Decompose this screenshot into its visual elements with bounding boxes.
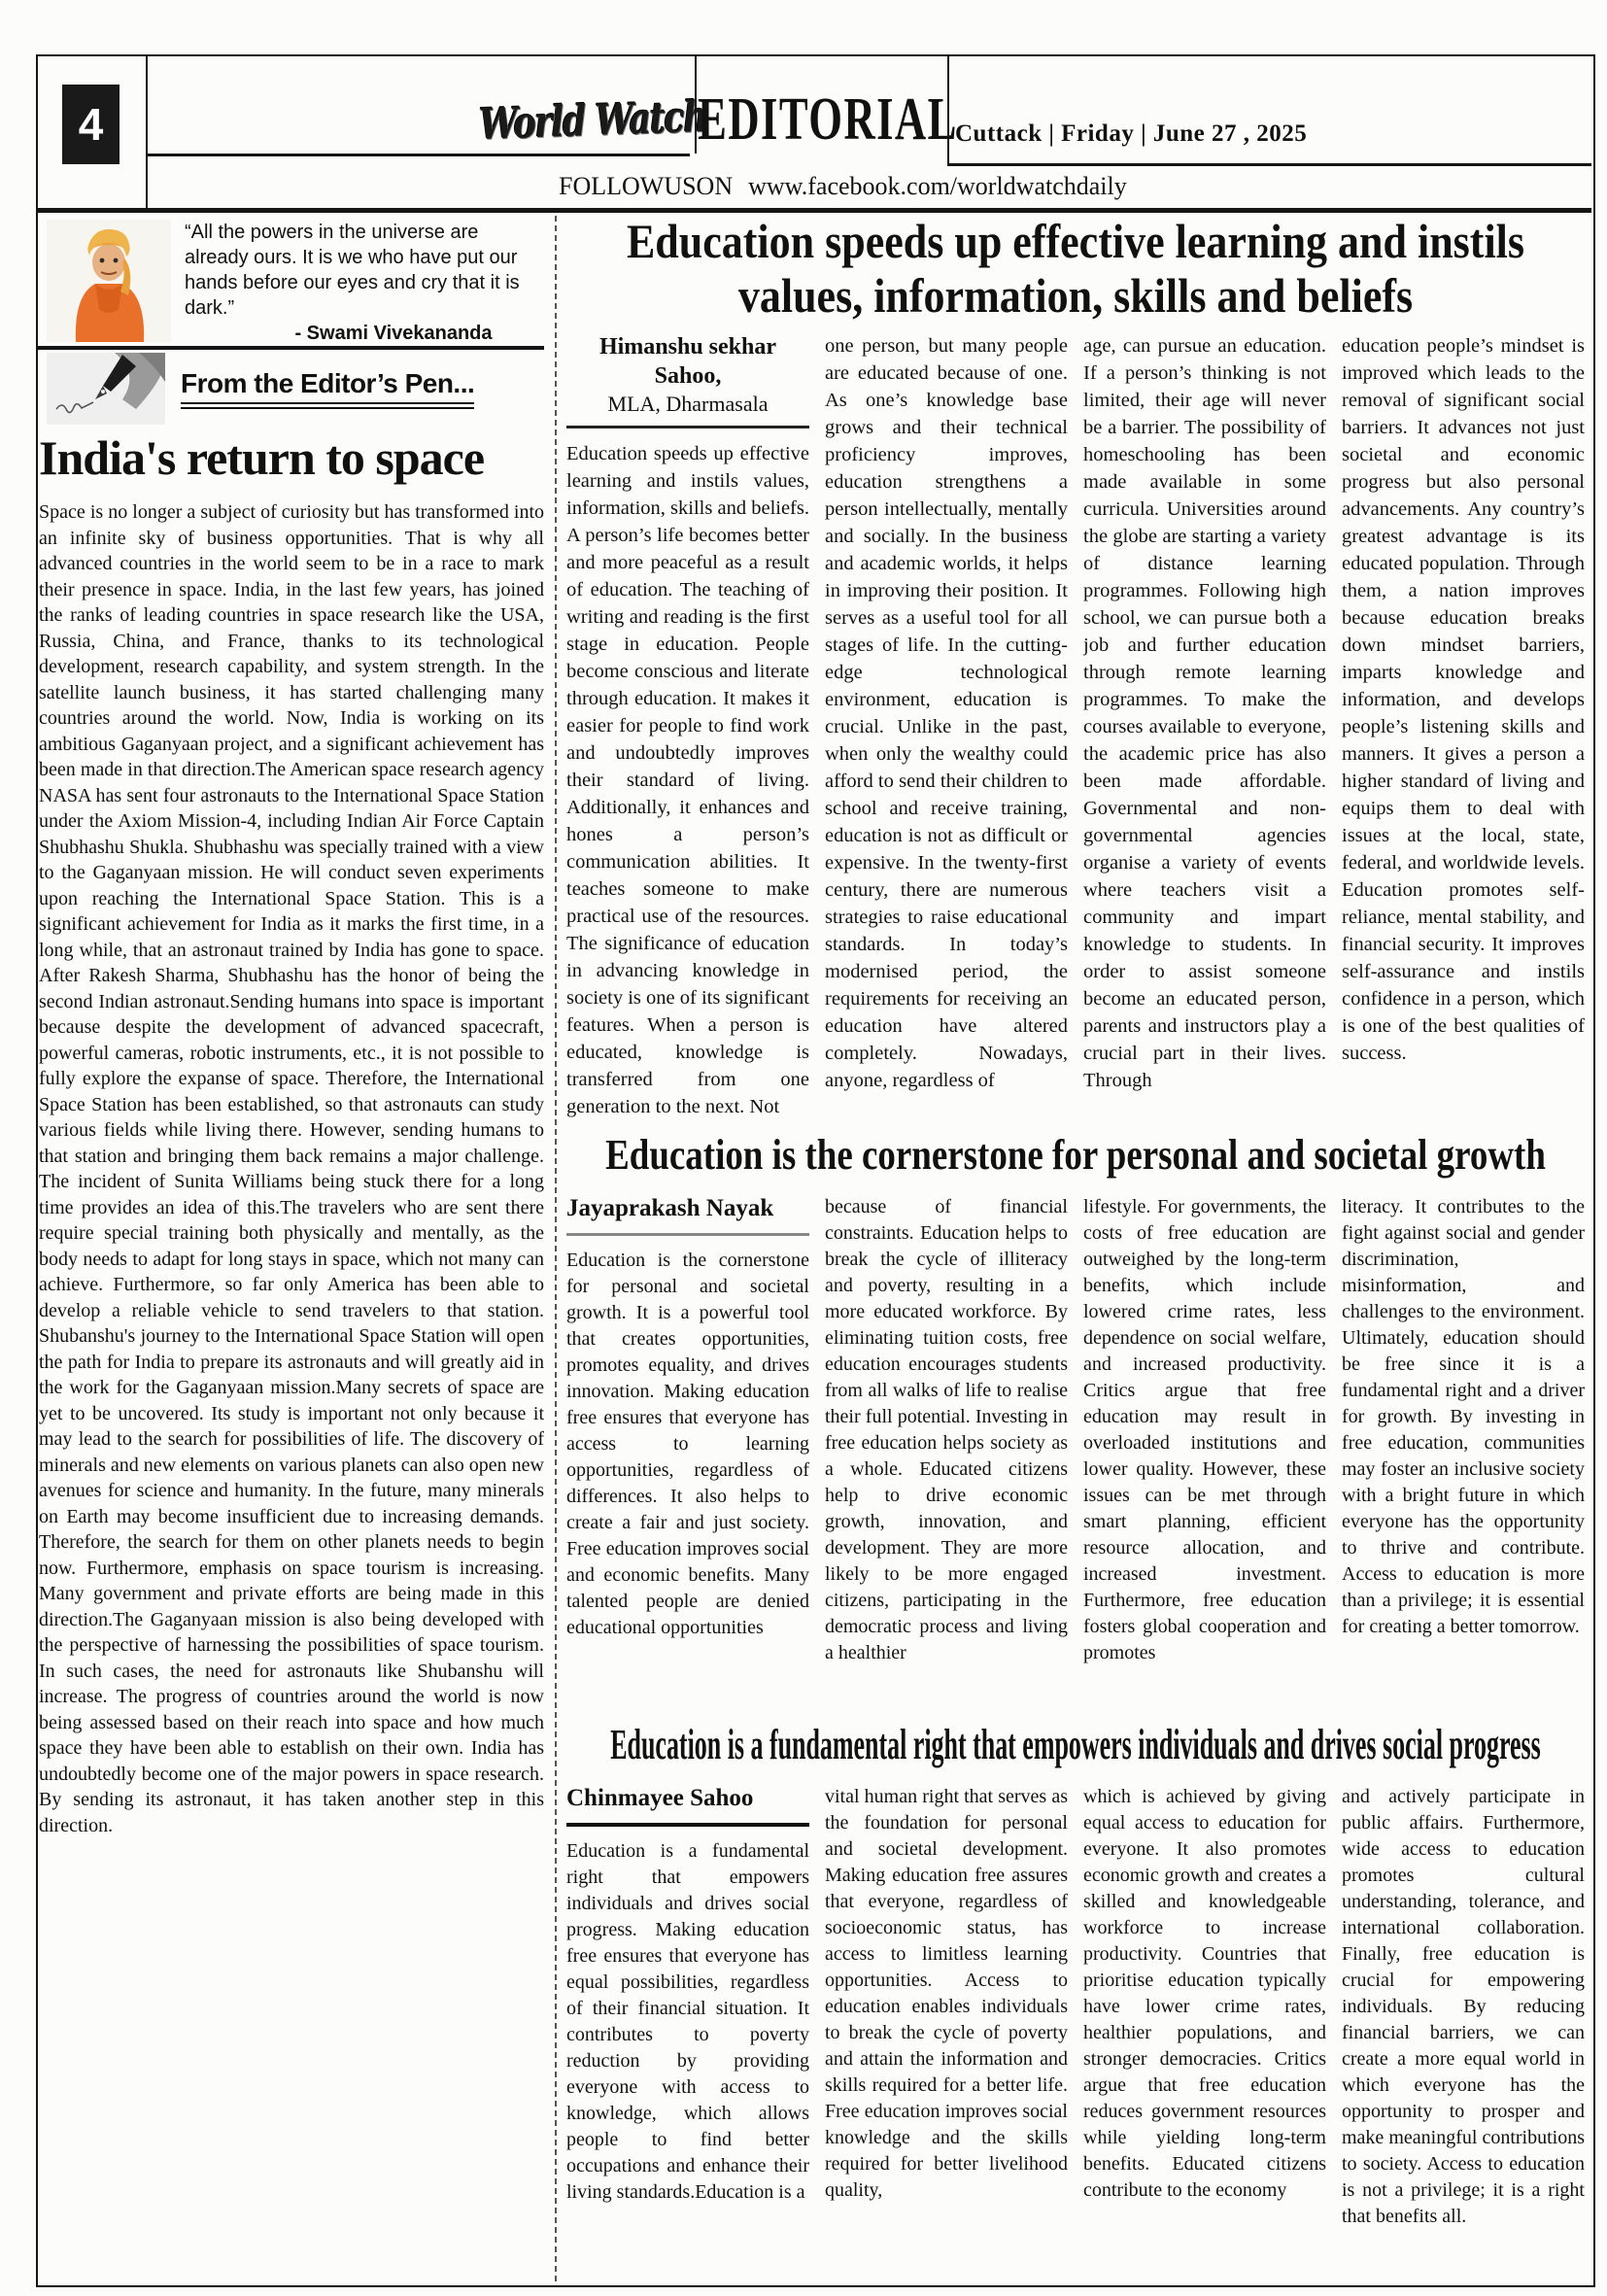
- follow-us-row: [559, 167, 1127, 206]
- page-number-badge: [62, 85, 120, 164]
- article2-col2-text: because of financial constraints. Education helps to break the cycle of illiteracy and poverty, resulting in a more educated workforce. By eliminating tuition costs, free education encourages students from all walks of life to realise their full potential. Investing in free education helps society as a whole. Educated citizens help to drive economic growth, innovation, and development. They are more likely to be more engaged citizens, participating in the democratic process and living a healthier: [825, 1196, 1068, 1663]
- article2-col3-text: lifestyle. For governments, the costs of free education are outweighed by the long-term benefits, which include lowered crime rates, less dependence on social welfare, and increased productivity. Critics argue that free education may result in overloaded institutions and lower quality. However, these issues can be met through smart planning, efficient resource allocation, and increased investment. Furthermore, free education fosters global cooperation and promotes: [1083, 1196, 1326, 1663]
- facebook-url[interactable]: www.facebook.com/worldwatchdaily: [748, 172, 1127, 200]
- article3-headline: [566, 1720, 1585, 1778]
- article3-col4-text: and actively participate in public affairs. Furthermore, wide access to education promotes cultural understanding, tolerance, and international collaboration. Finally, free education is crucial for empowering individuals. By reducing financial barriers, we can create a more equal world in which everyone has the opportunity to prosper and make meaningful contributions to society. Access to education is not a privilege; it is a right that benefits all.: [1342, 1786, 1585, 2227]
- article1-column-1: [566, 332, 809, 1127]
- dateline: Cuttack | Friday | June 27 , 2025: [955, 120, 1308, 147]
- article1-col4-text: education people’s mindset is improved which leads to the removal of significant social barriers. It advances not just societal and economic progress but also personal advancements. Any country’s greatest advantage is its educated population. Through them, a nation improves because education breaks down mindset barriers, imparts knowledge and information, and develops people’s listening skills and manners. It gives a person a higher standard of living and equips them to deal with issues at the local, state, federal, and worldwide levels. Education promotes self-reliance, mental stability, and financial security. It improves self-assurance and instils confidence in a person, which is one of the best qualities of success.: [1342, 335, 1585, 1064]
- masthead-logo-text: World Watch: [478, 91, 707, 150]
- article2-col1-text: Education is the cornerstone for personal and societal growth. It is a powerful tool that creates opportunities, promotes equality, and drives innovation. Making education free ensures that everyone has access to learning opportunities, regardless of differences. It also helps to create a fair and just society. Free education improves social and economic benefits. Many talented people are denied educational opportunities: [566, 1250, 809, 1638]
- article1-author-title: MLA, Dharmasala: [607, 392, 769, 416]
- quote-text: “All the powers in the universe are already ours. It is we who have put our hands before our eyes and cry that it is dark.”: [185, 222, 520, 319]
- editors-pen-title: From the Editor’s Pen...: [181, 368, 474, 409]
- article3-column-4: [1342, 1784, 1585, 2293]
- article1-author: Himanshu sekhar Sahoo,: [598, 334, 777, 389]
- fountain-pen-writing-image: [47, 353, 165, 425]
- article1-column-4: [1342, 332, 1585, 1127]
- article3-column-3: [1083, 1784, 1326, 2293]
- article1-columns: [566, 332, 1585, 1127]
- header-divider-editorial-date: [947, 55, 949, 165]
- article3-columns: [566, 1784, 1585, 2293]
- article1-headline: [566, 214, 1585, 326]
- article2-author: Jayaprakash Nayak: [566, 1194, 809, 1236]
- article3-column-2: [825, 1784, 1068, 2293]
- article1-headline-text: Education speeds up effective learning and instils values, information, skills and beliefs: [626, 214, 1525, 323]
- page-number: 4: [78, 99, 104, 150]
- article3-col1-text: Education is a fundamental right that empowers individuals and drives social progress. Making education free ensures that everyone has equal possibilities, regardless of their financial situation. It contributes to poverty reduction by providing everyone with access to knowledge, which allows people to find better occupations and enhance their living standards.Education is a: [566, 1840, 809, 2203]
- quote-attribution: - Swami Vivekananda: [294, 323, 493, 344]
- editors-pen-top-rule: [37, 346, 544, 350]
- article3-col3-text: which is achieved by giving equal access to education for everyone. It also promotes economic growth and creates a skilled and knowledgeable workforce to increase productivity. Countries that prioritise education typically have lower crime rates, healthier populations, and stronger democracies. Critics argue that free education reduces government resources while yielding long-term benefits. Educated citizens contribute to the economy: [1083, 1786, 1326, 2201]
- article1-col1-text: Education speeds up effective learning and instils values, information, skills and beliefs. A person’s life becomes better and more peaceful as a result of education. The teaching of writing and reading is the first stage in education. People become conscious and literate through education. It makes it easier for people to find work and undoubtedly improves their standard of living. Additionally, it enhances and hones a person’s communication abilities. It teaches someone to make practical use of the resources. The significance of education in advancing knowledge in society is one of its significant features. When a person is educated, knowledge is transferred from one generation to the next. Not: [566, 443, 809, 1117]
- editors-pen-block: [47, 352, 544, 426]
- article3-column-1: [566, 1784, 809, 2293]
- column-divider-dashed: [555, 216, 557, 2281]
- article1-column-2: [825, 332, 1068, 1127]
- article2-col4-text: literacy. It contributes to the fight against social and gender discrimination, misinformation, and challenges to the environment. Ultimately, education should be free since it is a fundamental right and a driver for growth. By investing in free education, communities may foster an inclusive society with a bright future in which everyone has the opportunity to thrive and contribute. Access to education is more than a privilege; it is essential for creating a better tomorrow.: [1342, 1196, 1585, 1637]
- article2-column-3: [1083, 1194, 1326, 1715]
- article1-col2-text: one person, but many people are educated because of one. As one’s knowledge base grows and their technical proficiency improves, education strengthens a person intellectually, mentally and socially. In the business and academic worlds, it helps in improving their position. It serves as a useful tool for all stages of life. In the cutting-edge technological environment, education is crucial. Unlike in the past, when only the wealthy could afford to send their children to school and receive training, education is not as difficult or expensive. In the twenty-first century, there are numerous strategies to raise educational standards. In today’s modernised period, the requirements for receiving an education have altered completely. Nowadays, anyone, regardless of: [825, 335, 1068, 1091]
- section-title-text: EDITORIAL: [698, 86, 958, 153]
- masthead-logo: [478, 84, 707, 157]
- article1-col3-text: age, can pursue an education. If a person’s thinking is not limited, their age will never be a barrier. The possibility of homeschooling has been made available in some curricula. Universities around the globe are starting a variety of distance learning programmes. Following high school, we can pursue both a job and further education through remote learning programmes. To make the courses available to everyone, the academic price has also been made affordable. Governmental and non-governmental agencies organise a variety of events where teachers visit a community and impart knowledge to students. In order to assist someone become an educated person, parents and instructors play a crucial part in their lives. Through: [1083, 335, 1326, 1091]
- article2-column-4: [1342, 1194, 1585, 1715]
- article2-column-1: [566, 1194, 809, 1715]
- quote-block: [47, 220, 544, 344]
- header-divider-logo-editorial: [695, 55, 697, 154]
- editorial-headline: India's return to space: [39, 430, 485, 485]
- swami-vivekananda-portrait: [47, 220, 171, 342]
- article2-headline: [566, 1130, 1585, 1188]
- article2-headline-text: Education is the cornerstone for personal and societal growth: [605, 1131, 1546, 1179]
- article3-headline-text: Education is a fundamental right that empowers individuals and drives social progress: [610, 1721, 1541, 1768]
- article2-columns: [566, 1194, 1585, 1715]
- article1-column-3: [1083, 332, 1326, 1127]
- article3-col2-text: vital human right that serves as the foundation for personal and societal development. Making education free assures that everyone, regardless of socioeconomic status, has access to limitless learning opportunities. Access to education enables individuals to break the cycle of poverty and attain the information and skills required for a better life. Free education improves social knowledge and the skills required for better livelihood quality,: [825, 1786, 1068, 2201]
- article-education-speeds-up: [566, 214, 1585, 1129]
- section-title: [698, 84, 958, 157]
- article-education-fundamental-right: [566, 1720, 1585, 2293]
- article1-byline: [566, 332, 809, 428]
- article2-column-2: [825, 1194, 1068, 1715]
- dateline-underline: [947, 163, 1591, 166]
- header-divider-left-cell: [146, 55, 148, 209]
- article3-author: Chinmayee Sahoo: [566, 1784, 809, 1827]
- follow-us-label: FOLLOWUSON: [559, 172, 734, 200]
- header-bottom-rule: [37, 208, 1591, 213]
- article-education-cornerstone: [566, 1130, 1585, 1719]
- quote-texts: [185, 220, 544, 344]
- editorial-body: Space is no longer a subject of curiosity but has transformed into an infinite sky of business opportunities. That is why all advanced countries in the world seem to be in a race to mark their presence in space. India, in the last few years, has joined the ranks of leading countries in space research like the USA, Russia, China, and France, thanks to its technological development, research capability, and system strength. In the satellite launch business, it has started challenging many countries around the world. Now, India is working on its ambitious Gaganyaan project, and a significant achievement has been made in that direction.The American space research agency NASA has sent four astronauts to the International Space Station under the Axiom Mission-4, including Indian Air Force Captain Shubhashu Shukla. Shubhashu was specially trained with a view to the Gaganyaan mission. He will conduct seven experiments upon reaching the International Space Station. This is a significant achievement for India as it marks the first time, in a long while, that an astronaut trained by India has gone to space. After Rakesh Sharma, Shubhashu has the honor of being the second Indian astronaut.Sending humans into space is important because despite the development of advanced spacecraft, powerful cameras, robotic instruments, etc., it is not possible to fully explore the expanse of space. Therefore, the International Space Station has been established, so that astronauts can study various fields while living there. However, sending humans to that station and bringing them back remains a major challenge. The incident of Sunita Williams being stuck there for a long time provides an idea of this.The travelers who are sent there require special training both physically and mentally, as the body needs to adapt for long stays in space, which not many can achieve. Furthermore, so far only America has been able to develop a reliable vehicle to send travelers to that station. Shubanshu's journey to the International Space Station will open the path for India to prepare its astronauts and will greatly aid in the work for the Gaganyaan mission.Many secrets of space are yet to be uncovered. Its study is important not only because it may lead to the search for possibilities of life. The discovery of minerals and new elements on various planets can also open new avenues for science and humanity. In the future, many minerals on Earth may become insufficient due to increasing demands. Therefore, the search for them on other planets needs to begin now. Furthermore, emphasis on space tourism is increasing. Many government and private efforts are being made in this direction.The Gaganyaan mission is also being developed with the perspective of harnessing the possibilities of space tourism. In such cases, the need for astronauts like Shubanshu will increase. The progress of countries around the world is now being assessed based on their reach into space and how much space they have been able to establish on their own. India has undoubtedly become one of the major powers in space research. By sending its astronaut, it has taken another step in this direction.: [39, 501, 544, 1836]
